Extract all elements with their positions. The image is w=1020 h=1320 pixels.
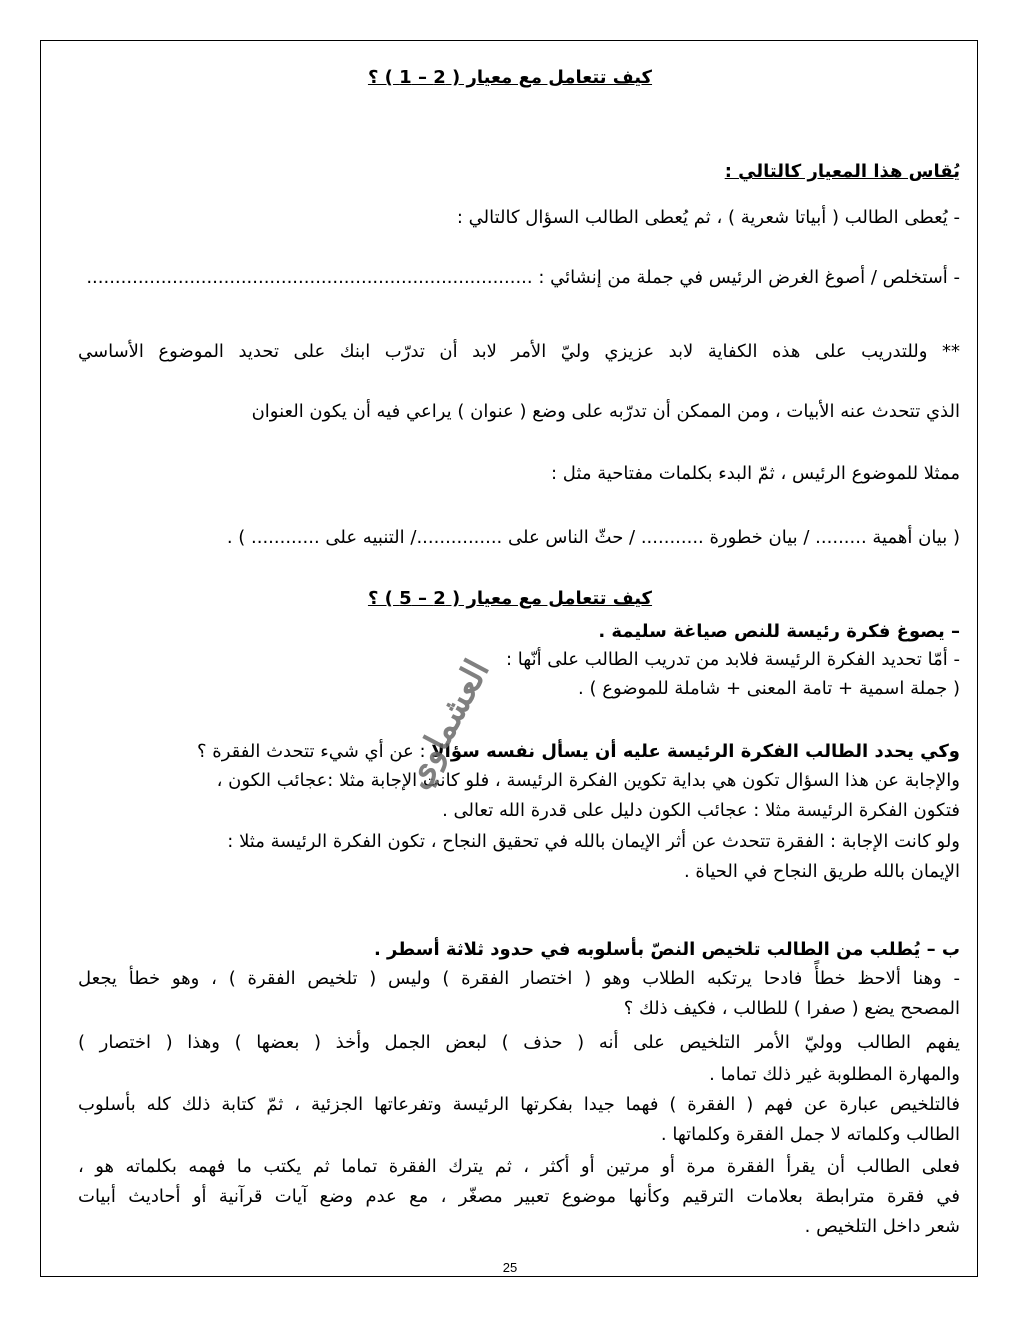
section-a-heading: – يصوغ فكرة رئيسة للنص صياغة سليمة . bbox=[598, 621, 960, 642]
extract-question bbox=[86, 266, 960, 290]
section-b-line: في فقرة مترابطة بعلامات الترقيم وكأنها موضوع تعبير مصغّر ، مع عدم وضع آيات قرآنية أو أحاديث أبيات bbox=[78, 1186, 960, 1207]
paragraph-line: ** وللتدريب على هذه الكفاية لابد عزيزي وليّ الأمر لابد أن تدرّب ابنك على تحديد الموضوع الأساسي bbox=[78, 341, 960, 362]
section-b-line: يفهم الطالب ووليّ الأمر التلخيص على أنه ( حذف ) لبعض الجمل وأخذ ( بعضها ) وهذا ( اختصار ) bbox=[78, 1032, 960, 1053]
measure-heading: يُقاس هذا المعيار كالتالي : bbox=[724, 161, 960, 182]
answer-line: ولو كانت الإجابة : الفقرة تتحدث عن أثر الإيمان بالله في تحقيق النجاح ، تكون الفكرة الرئيسة مثلا : bbox=[227, 831, 960, 852]
heading-standard-2-5: كيف تتعامل مع معيار ( 2 – 5 ) ؟ bbox=[367, 588, 653, 609]
question-bold: وكي يحدد الطالب الفكرة الرئيسة عليه أن يسأل نفسه سؤالا bbox=[431, 741, 960, 762]
answer-dots: .............................................................................. bbox=[86, 267, 533, 288]
section-b-line: والمهارة المطلوبة غير ذلك تماما . bbox=[709, 1064, 960, 1085]
section-b-line: فعلى الطالب أن يقرأ الفقرة مرة أو مرتين أو أكثر ، ثم يترك الفقرة تماما ثم يكتب ما فهمه بكلماته هو ، bbox=[78, 1156, 960, 1177]
answer-line: فتكون الفكرة الرئيسة مثلا : عجائب الكون دليل على قدرة الله تعالى . bbox=[442, 800, 960, 821]
page-number: 25 bbox=[502, 1260, 518, 1275]
paragraph-line: ممثلا للموضوع الرئيس ، ثمّ البدء بكلمات مفتاحية مثل : bbox=[550, 463, 960, 484]
question-line bbox=[197, 740, 960, 764]
section-a-line: ( جملة اسمية + تامة المعنى + شاملة للموضوع ) . bbox=[578, 678, 960, 699]
answer-line: والإجابة عن هذا السؤال تكون هي بداية تكوين الفكرة الرئيسة ، فلو كانت الإجابة مثلا :عجائب الكون ، bbox=[216, 770, 960, 791]
paragraph-line: الذي تتحدث عنه الأبيات ، ومن الممكن أن تدرّبه على وضع ( عنوان ) يراعي فيه أن يكون العنوان bbox=[251, 401, 960, 422]
watermark-text: العشماوي bbox=[396, 652, 498, 796]
section-b-heading: ب – يُطلب من الطالب تلخيص النصّ بأسلوبه في حدود ثلاثة أسطر . bbox=[373, 939, 960, 960]
section-b-line: - وهنا ألاحظ خطأً فادحا يرتكبه الطلاب وهو ( اختصار الفقرة ) وليس ( تلخيص الفقرة ) ، وهو خطأ يجعل bbox=[78, 968, 960, 989]
answer-line: الإيمان بالله طريق النجاح في الحياة . bbox=[683, 861, 960, 882]
section-b-line: شعر داخل التلخيص . bbox=[804, 1216, 960, 1237]
heading-standard-2-1: كيف تتعامل مع معيار ( 2 – 1 ) ؟ bbox=[367, 67, 653, 88]
section-b-line: الطالب وكلماته لا جمل الفقرة وكلماتها . bbox=[660, 1124, 960, 1145]
instruction-line: - يُعطى الطالب ( أبياتا شعرية ) ، ثم يُعطى الطالب السؤال كالتالي : bbox=[456, 207, 960, 228]
keywords-line: ( بيان أهمية ......... / بيان خطورة ........... / حثّ الناس على .............../ التنبيه على ............ ) . bbox=[226, 527, 960, 548]
extract-question-text: - أستخلص / أصوغ الغرض الرئيس في جملة من إنشائي : bbox=[538, 267, 960, 288]
section-b-line: المصحح يضع ( صفرا ) للطالب ، فكيف ذلك ؟ bbox=[623, 998, 960, 1019]
section-b-line: فالتلخيص عبارة عن فهم ( الفقرة ) فهما جيدا بفكرتها الرئيسة وتفرعاتها الجزئية ، ثمّ كتابة ذلك كله بأسلوب bbox=[78, 1094, 960, 1115]
section-a-line: - أمّا تحديد الفكرة الرئيسة فلابد من تدريب الطالب على أنّها : bbox=[506, 649, 960, 670]
question-rest: : عن أي شيء تتحدث الفقرة ؟ bbox=[197, 741, 432, 762]
